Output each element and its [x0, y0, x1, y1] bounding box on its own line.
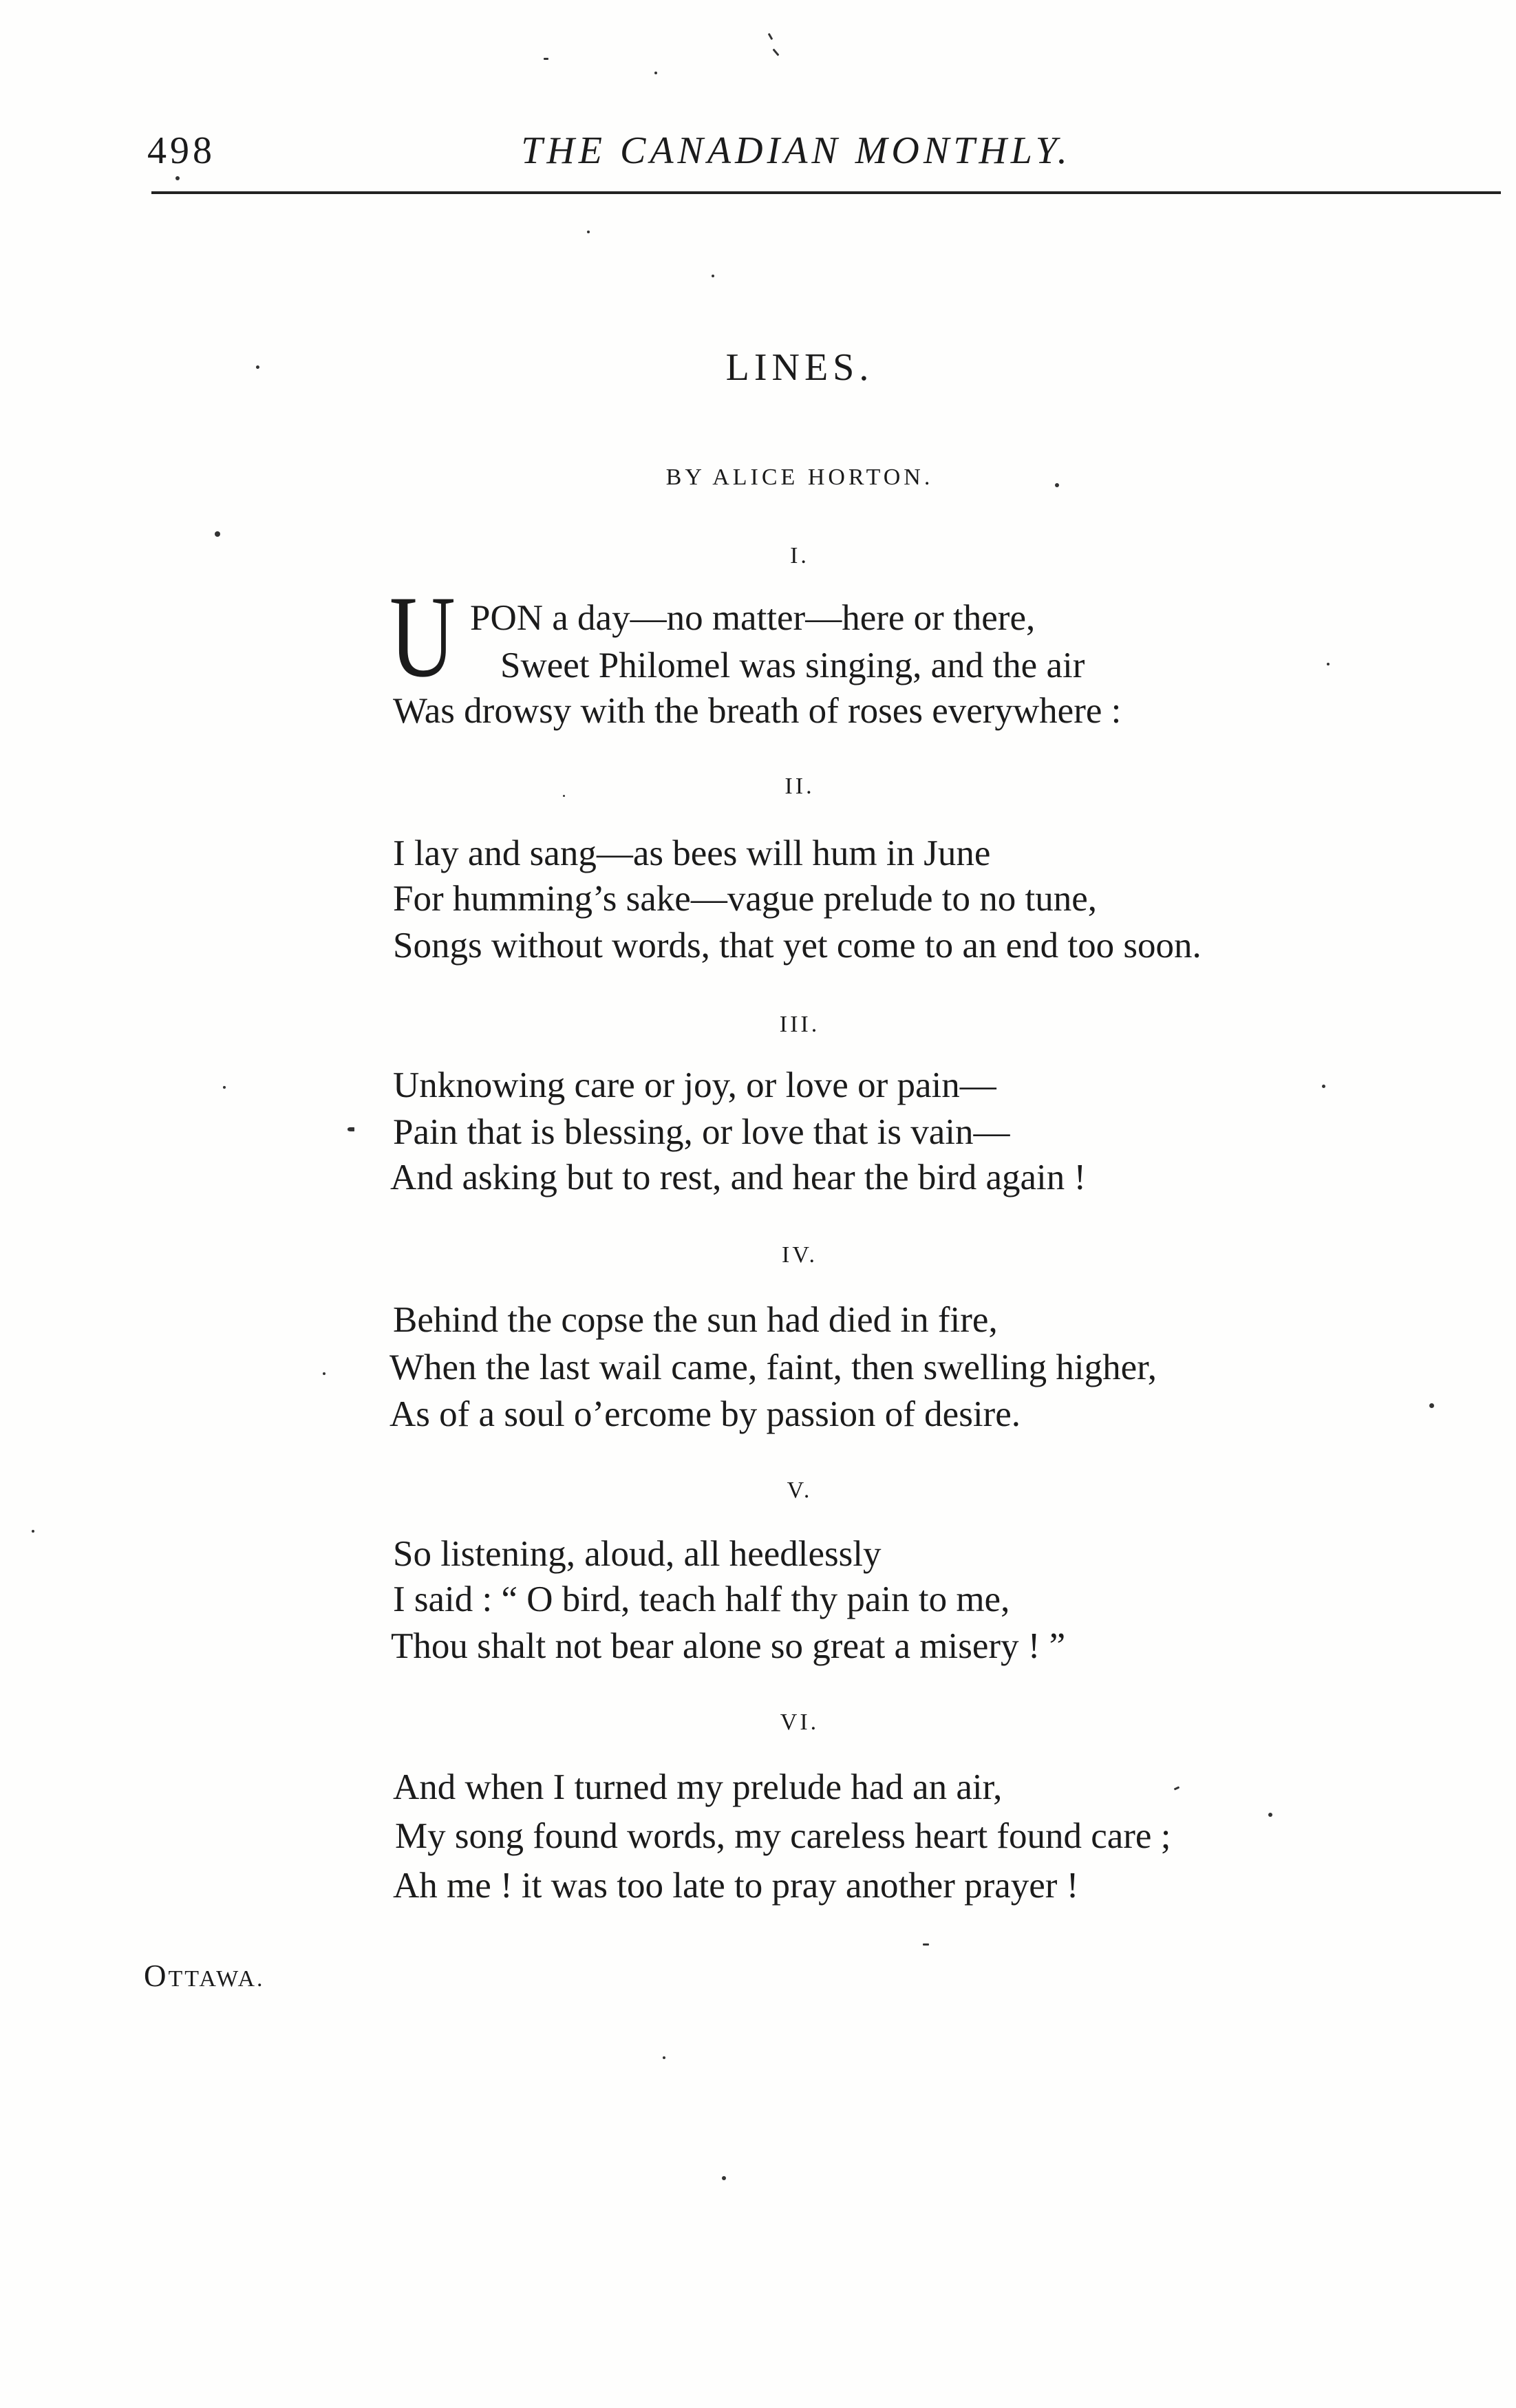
stanza-2-numeral: II.: [784, 774, 815, 799]
scan-speck: [768, 33, 773, 40]
stanza-5-line-2: I said : “ O bird, teach half thy pain to me,: [393, 1579, 1010, 1619]
stanza-6-line-3: Ah me ! it was too late to pray another prayer !: [393, 1866, 1079, 1906]
scan-speck: [663, 2056, 665, 2059]
scan-speck: [223, 1086, 226, 1089]
scan-speck: [348, 1127, 354, 1131]
stanza-5-numeral: V.: [787, 1478, 813, 1503]
scan-speck: [215, 531, 220, 537]
scan-speck: [544, 58, 548, 60]
header-rule: [151, 191, 1501, 194]
scan-speck: [1268, 1813, 1272, 1817]
stanza-3-line-1: Unknowing care or joy, or love or pain—: [393, 1065, 996, 1105]
stanza-1-line-1: PON a day—no matter—here or there,: [470, 598, 1036, 638]
scan-speck: [1429, 1403, 1434, 1408]
stanza-2-line-1: I lay and sang—as bees will hum in June: [393, 833, 991, 873]
running-title: THE CANADIAN MONTHLY.: [521, 129, 1071, 172]
stanza-3-numeral: III.: [779, 1012, 820, 1037]
poem-title: LINES.: [725, 346, 874, 389]
scan-speck: [923, 1943, 929, 1946]
scan-speck: [1322, 1085, 1325, 1088]
scan-speck: [1327, 663, 1330, 665]
stanza-4-numeral: IV.: [782, 1242, 818, 1268]
scan-speck: [1055, 483, 1059, 487]
scan-speck: [1174, 1786, 1180, 1790]
stanza-5-line-1: So listening, aloud, all heedlessly: [393, 1534, 882, 1574]
stanza-3-line-2: Pain that is blessing, or love that is vain—: [393, 1112, 1010, 1152]
scan-speck: [722, 2176, 726, 2180]
scan-speck: [563, 795, 565, 797]
stanza-1-line-3: Was drowsy with the breath of roses everywhere :: [393, 691, 1122, 731]
scan-speck: [712, 275, 714, 277]
scan-speck: [323, 1372, 325, 1375]
place-signoff: OTTAWA.: [144, 1959, 265, 1993]
scan-speck: [32, 1530, 34, 1533]
stanza-6-numeral: VI.: [780, 1709, 820, 1735]
poem-byline: BY ALICE HORTON.: [665, 465, 934, 490]
stanza-4-line-3: As of a soul o’ercome by passion of desire.: [389, 1394, 1021, 1434]
page-number: 498: [147, 129, 215, 172]
scan-speck: [587, 231, 590, 233]
stanza-6-line-1: And when I turned my prelude had an air,: [393, 1767, 1003, 1807]
stanza-2-line-3: Songs without words, that yet come to an end too soon.: [393, 926, 1202, 966]
stanza-3-line-3: And asking but to rest, and hear the bird again !: [390, 1158, 1087, 1197]
stanza-5-line-3: Thou shalt not bear alone so great a misery ! ”: [391, 1626, 1066, 1666]
stanza-2-line-2: For humming’s sake—vague prelude to no tune,: [393, 879, 1098, 919]
scan-speck: [256, 365, 259, 369]
stanza-4-line-2: When the last wail came, faint, then swelling higher,: [389, 1347, 1157, 1387]
stanza-1-numeral: I.: [790, 543, 809, 568]
stanza-1-line-2: Sweet Philomel was singing, and the air: [500, 646, 1085, 685]
stanza-6-line-2: My song found words, my careless heart found care ;: [395, 1816, 1171, 1856]
scan-speck: [772, 48, 779, 56]
scan-speck: [654, 72, 657, 74]
drop-cap: U: [389, 572, 456, 701]
scan-speck: [175, 176, 180, 180]
stanza-4-line-1: Behind the copse the sun had died in fire,: [393, 1300, 998, 1340]
